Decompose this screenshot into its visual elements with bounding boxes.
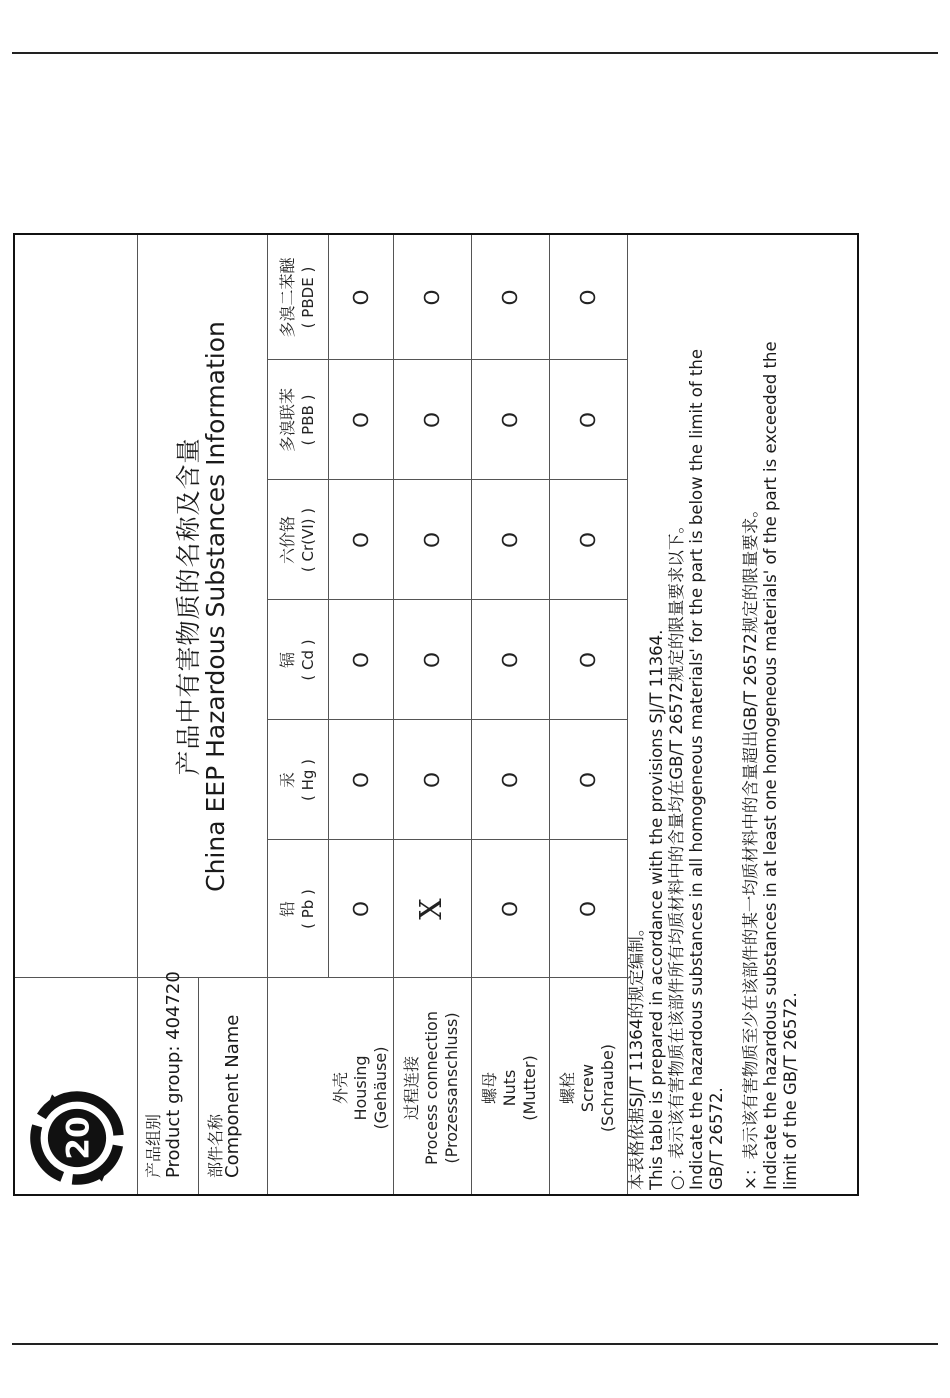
mark-nuts-pbb: O (498, 412, 522, 428)
mark-nuts-pbde: O (498, 289, 522, 306)
mark-screw-hg: O (576, 772, 600, 788)
mark-screw-cd: O (576, 652, 600, 668)
mark-housing-hg: O (348, 772, 373, 788)
table-title-en: China EEP Hazardous Substances Information (201, 321, 230, 892)
mark-housing-cd: O (348, 652, 373, 668)
mark-nuts-pb: O (498, 901, 522, 917)
note-line: This table is prepared in accordance with the provisions SJ/T 11364. (647, 629, 666, 1190)
column-header-hg: 汞 ( Hg ) (277, 758, 317, 802)
mark-nuts-hg: O (498, 772, 522, 788)
mark-nuts-cr6: O (498, 532, 522, 548)
column-header-pbb: 多溴联苯 ( PBB ) (277, 388, 317, 453)
column-header-pbde: 多溴二苯醚 ( PBDE ) (277, 257, 317, 338)
mark-housing-pb: O (348, 901, 373, 917)
mark-process-connection-pbb: O (420, 412, 444, 428)
mark-screw-pbde: O (576, 289, 600, 306)
note-line: ○：表示该有害物质在该部件所有均质材料中的含量均在GB/T 26572规定的限量要求以下。 (667, 517, 686, 1190)
mark-screw-cr6: O (576, 532, 600, 548)
mark-screw-pb: O (576, 901, 600, 917)
mark-housing-pbb: O (348, 412, 373, 428)
rotated-sheet (15, 235, 859, 1196)
row-header-nuts: 螺母 Nuts (Mutter) (480, 1055, 539, 1121)
mark-housing-pbde: O (348, 289, 373, 306)
note-line: ×：表示该有害物质至少在该部件的某一均质材料中的含量超出GB/T 26572规定的限量要求。 (741, 501, 760, 1190)
table-title-cn: 产品中有害物质的名称及含量 (174, 437, 203, 776)
product-group-label-cn: 产品组别 (144, 1113, 163, 1178)
mark-process-connection-pb: X (414, 898, 449, 920)
mark-process-connection-cr6: O (420, 532, 444, 548)
svg-text:20: 20 (60, 1116, 97, 1160)
rohs-declaration-table (13, 233, 859, 1196)
row-header-housing: 外壳 Housing (Gehäuse) (330, 1046, 390, 1130)
mark-process-connection-cd: O (420, 652, 444, 668)
column-header-cd: 镉 ( Cd ) (277, 639, 317, 681)
column-header-cr6: 六价铬 ( Cr(VI) ) (277, 507, 317, 573)
row-header-screw: 螺栓 Screw (Schraube) (558, 1043, 617, 1133)
note-line: GB/T 26572. (707, 1087, 726, 1190)
row-header-process-connection: 过程连接 Process connection (Prozessanschluss) (402, 1011, 461, 1165)
component-name-label-cn: 部件名称 (206, 1113, 225, 1178)
mark-process-connection-hg: O (420, 772, 444, 788)
top-rule (12, 52, 938, 54)
component-name-label: Component Name (222, 1014, 243, 1178)
efup-20-logo-icon (25, 1086, 129, 1190)
note-line: limit of the GB/T 26572. (781, 992, 800, 1190)
grid-line (137, 235, 138, 1196)
mark-process-connection-pbde: O (420, 289, 444, 306)
legend-notes (627, 240, 801, 1190)
note-line: Indicate the hazardous substances in all homogeneous materials' for the part is below the limit of the (687, 349, 706, 1190)
mark-nuts-cd: O (498, 652, 522, 668)
mark-housing-cr6: O (348, 532, 373, 548)
note-line: Indicate the hazardous substances in at least one homogeneous materials' of the part is exceeded the (761, 341, 780, 1190)
mark-screw-pbb: O (576, 412, 600, 428)
column-header-pb: 铅 ( Pb ) (277, 889, 317, 929)
product-group-label: Product group: 404720 (163, 971, 184, 1178)
grid-line (198, 978, 199, 1196)
note-line: 本表格依据SJ/T 11364的规定编制。 (627, 919, 646, 1190)
bottom-rule (12, 1343, 938, 1345)
